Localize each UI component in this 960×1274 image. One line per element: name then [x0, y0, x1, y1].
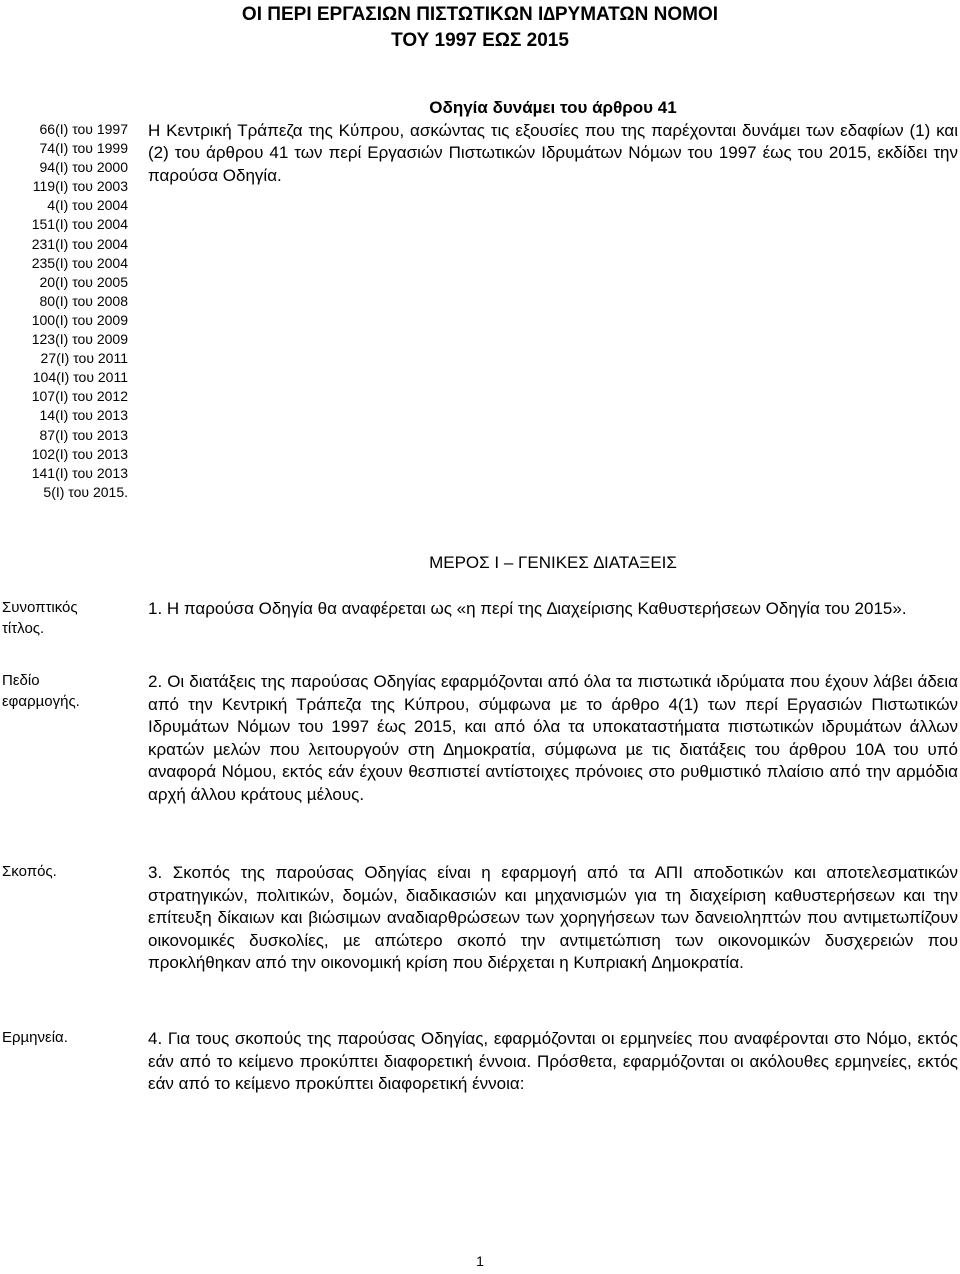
directive-preamble — [148, 97, 958, 187]
margin-note-purpose: Σκοπός. — [2, 863, 57, 880]
law-reference: 151(Ι) του 2004 — [31, 216, 128, 233]
margin-note-line: Πεδίο — [2, 672, 40, 689]
margin-note-line: εφαρµογής. — [2, 693, 80, 710]
header-title-line-1: ΟΙ ΠΕΡΙ ΕΡΓΑΣΙΩΝ ΠΙΣΤΩΤΙΚΩΝ Ι∆ΡΥΜΑΤΩΝ ΝΟΜΟΙ — [241, 4, 719, 25]
law-reference: 100(Ι) του 2009 — [31, 311, 128, 328]
paragraph-2: 2. Οι διατάξεις της παρούσας Οδηγίας εφαρµόζονται από όλα τα πιστωτικά ιδρύµατα που έχουν λάβει άδεια από την Κεντρική Τράπεζα της Κύπρου, σύµφωνα µε το άρθρο 4(1) των περί Εργασιών Πιστωτικών Ιδρυµάτων Νόµων του 1997 έως 2015, και από όλα τα υποκαταστήµατα πιστωτικών ιδρυµάτων άλλων κρατών µελών που λειτουργούν στη ∆ηµοκρατία, σύµφωνα µε τις διατάξεις του άρθρου 10Α του υπό αναφορά Νόµου, εκτός εάν έχουν θεσπιστεί αντίστοιχες πρόνοιες στο ρυθµιστικό πλαίσιο από την αρµόδια αρχή άλλου κράτους µέλους. — [148, 672, 958, 804]
margin-note-interpretation: Ερµηνεία. — [2, 1029, 68, 1046]
paragraph-1: 1. Η παρούσα Οδηγία θα αναφέρεται ως «η περί της ∆ιαχείρισης Καθυστερήσεων Οδηγία του 2015». — [148, 599, 907, 618]
law-reference: 104(Ι) του 2011 — [32, 369, 128, 386]
law-reference: 94(Ι) του 2000 — [39, 159, 128, 176]
law-reference: 102(Ι) του 2013 — [31, 445, 128, 462]
margin-note-line: τίτλος. — [2, 620, 45, 637]
page-number: 1 — [476, 1253, 484, 1269]
law-reference: 4(Ι) του 2004 — [47, 197, 128, 214]
law-reference: 231(Ι) του 2004 — [31, 235, 128, 252]
law-reference: 141(Ι) του 2013 — [31, 464, 128, 481]
law-reference: 235(Ι) του 2004 — [31, 254, 128, 271]
document-header — [0, 2, 960, 54]
law-reference: 5(Ι) του 2015. — [43, 483, 128, 500]
margin-note-scope — [2, 670, 122, 712]
law-reference: 107(Ι) του 2012 — [31, 388, 128, 405]
law-reference: 20(Ι) του 2005 — [39, 273, 128, 290]
law-reference: 123(Ι) του 2009 — [31, 331, 128, 348]
law-reference: 74(Ι) του 1999 — [39, 140, 128, 157]
law-reference: 80(Ι) του 2008 — [39, 292, 128, 309]
margin-note-line: Συνοπτικός — [2, 599, 78, 616]
law-reference: 66(Ι) του 1997 — [39, 121, 128, 137]
header-title-line-2: ΤΟΥ 1997 ΕΩΣ 2015 — [391, 30, 569, 51]
amending-laws-list — [0, 120, 128, 502]
paragraph-3: 3. Σκοπός της παρούσας Οδηγίας είναι η εφαρµογή από τα ΑΠΙ αποδοτικών και αποτελεσµατικών στρατηγικών, πολιτικών, δοµών, διαδικασιών και µηχανισµών για τη διαχείριση καθυστερήσεων και την επίτευξη δίκαιων και βιώσιµων αναδιαρθρώσεων των χορηγήσεων των δανειοληπτών που αντιµετωπίζουν οικονοµικές δυσκολίες, µε απώτερο σκοπό την αντιµετώπιση των οικονοµικών δυσχερειών που προκλήθηκαν από την οικονοµική κρίση που διέρχεται η Κυπριακή ∆ηµοκρατία. — [148, 863, 958, 973]
paragraph-4: 4. Για τους σκοπούς της παρούσας Οδηγίας, εφαρµόζονται οι ερµηνείες που αναφέρονται στο Νόµο, εκτός εάν από το κείµενο προκύπτει διαφορετική έννοια. Πρόσθετα, εφαρµόζονται οι ακόλουθες ερµηνείες, εκτός εάν από το κείµενο προκύπτει διαφορετική έννοια: — [148, 1029, 958, 1094]
part-title: ΜΕΡΟΣ Ι – ΓΕΝΙΚΕΣ ∆ΙΑΤΑΞΕΙΣ — [429, 553, 677, 572]
law-reference: 27(Ι) του 2011 — [40, 350, 128, 367]
law-reference: 14(Ι) του 2013 — [39, 407, 128, 424]
law-reference: 87(Ι) του 2013 — [39, 426, 128, 443]
margin-note-short-title — [2, 597, 122, 639]
directive-text: Η Κεντρική Τράπεζα της Κύπρου, ασκώντας τις εξουσίες που της παρέχονται δυνάµει των εδαφίων (1) και (2) του άρθρου 41 των περί Εργασιών Πιστωτικών Ιδρυµάτων Νόµων του 1997 έως του 2015, εκδίδει την παρούσα Οδηγία. — [148, 120, 958, 185]
law-reference: 119(Ι) του 2003 — [32, 178, 128, 195]
directive-title: Οδηγία δυνάµει του άρθρου 41 — [429, 98, 677, 117]
